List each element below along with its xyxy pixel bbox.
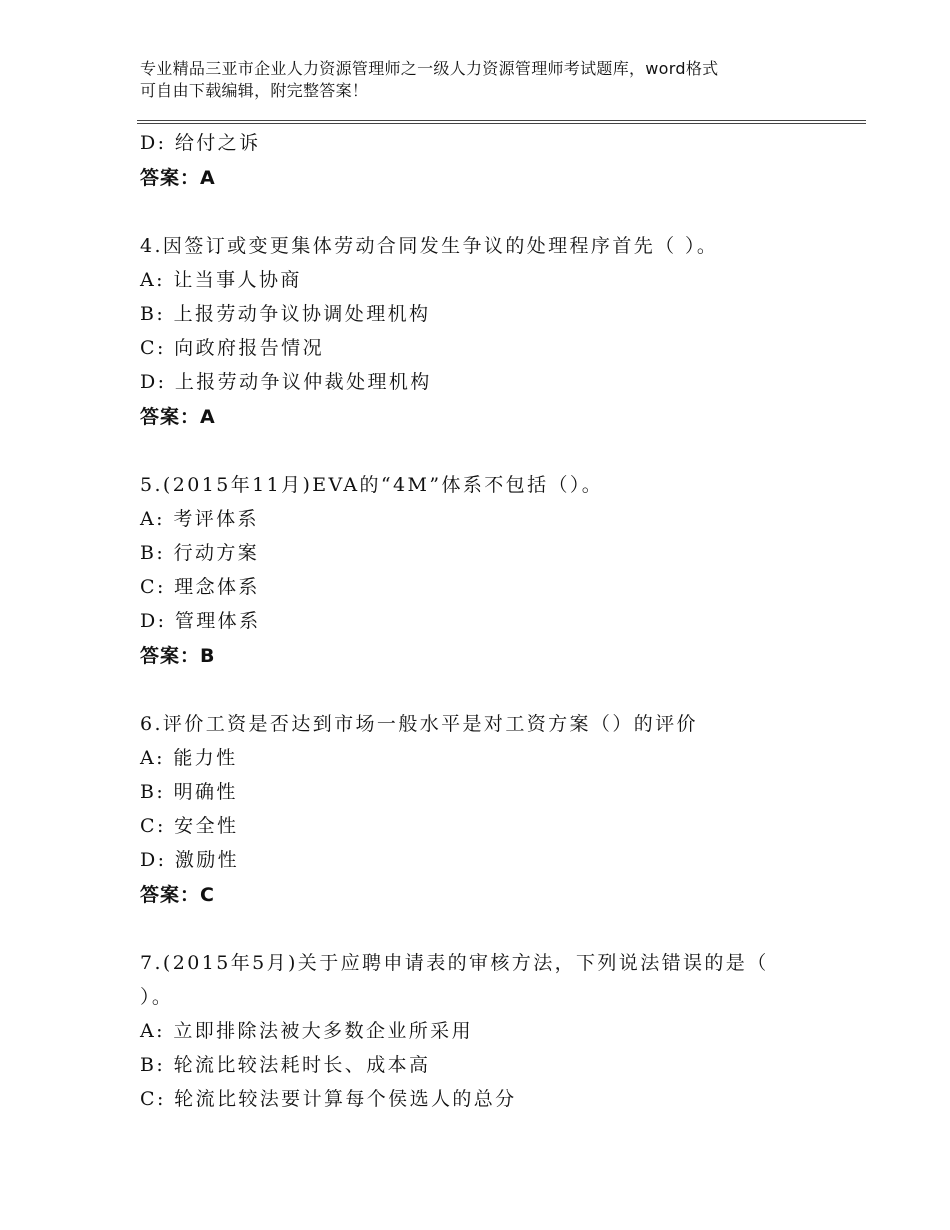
question-5-option-d: D: 管理体系 [140, 610, 261, 632]
question-7-option-c: C: 轮流比较法要计算每个侯选人的总分 [140, 1088, 517, 1110]
question-4-answer: 答案：A [140, 406, 216, 428]
prev-option-d: D: 给付之诉 [140, 132, 261, 154]
question-5-answer: 答案：B [140, 645, 216, 667]
question-6-option-d: D: 激励性 [140, 849, 240, 871]
question-4-option-d: D: 上报劳动争议仲裁处理机构 [140, 371, 432, 393]
prev-answer: 答案：A [140, 167, 216, 189]
question-7-stem-line-2: ）。 [140, 986, 174, 1008]
question-4-option-c: C: 向政府报告情况 [140, 337, 324, 359]
question-6-option-c: C: 安全性 [140, 815, 239, 837]
question-4-option-b: B: 上报劳动争议协调处理机构 [140, 303, 431, 325]
question-7-option-a: A: 立即排除法被大多数企业所采用 [140, 1020, 473, 1042]
question-6-stem: 6.评价工资是否达到市场一般水平是对工资方案（）的评价 [140, 713, 698, 735]
question-7-stem-line-1: 7.(2015年5月)关于应聘申请表的审核方法，下列说法错误的是（ [140, 952, 769, 974]
question-5-option-a: A: 考评体系 [140, 508, 259, 530]
question-7-option-b: B: 轮流比较法耗时长、成本高 [140, 1054, 431, 1076]
question-5-option-c: C: 理念体系 [140, 576, 260, 598]
header-line-2: 可自由下载编辑，附完整答案！ [140, 81, 369, 100]
question-6-option-b: B: 明确性 [140, 781, 238, 803]
question-5-option-b: B: 行动方案 [140, 542, 260, 564]
question-6-answer: 答案：C [140, 884, 215, 906]
document-header [140, 58, 840, 102]
question-4-stem: 4.因签订或变更集体劳动合同发生争议的处理程序首先（ ）。 [140, 235, 719, 257]
question-5-stem: 5.(2015年11月)EVA的“4M”体系不包括（）。 [140, 474, 604, 496]
header-line-1: 专业精品三亚市企业人力资源管理师之一级人力资源管理师考试题库，word格式 [140, 59, 719, 78]
header-divider [137, 120, 866, 124]
question-4-option-a: A: 让当事人协商 [140, 269, 302, 291]
question-6-option-a: A: 能力性 [140, 747, 238, 769]
